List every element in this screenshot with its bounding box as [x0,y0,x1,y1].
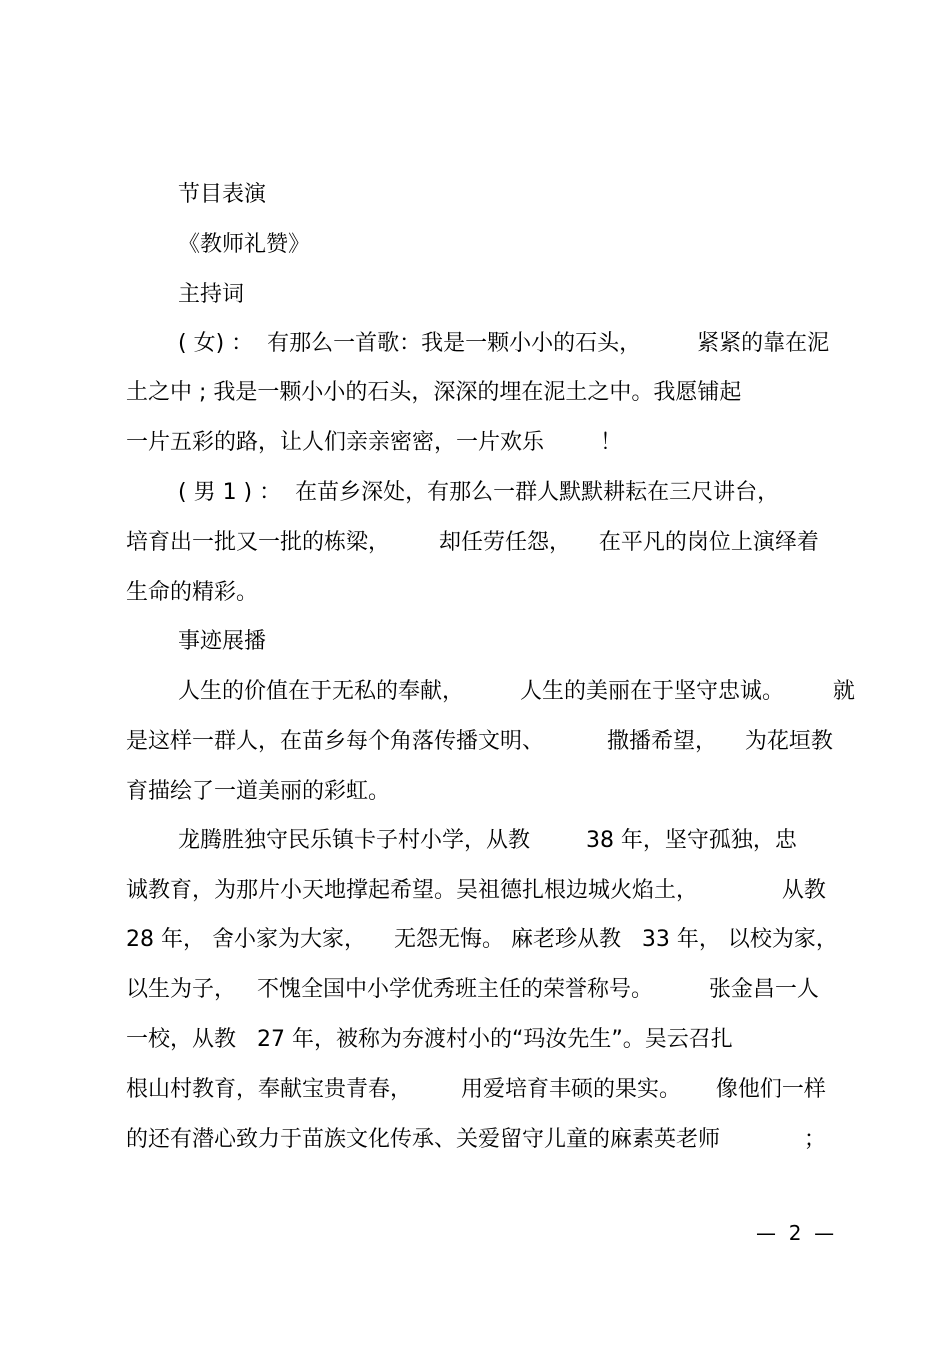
paragraph-line: 一校，从教 27 年，被称为夯渡村小的“玛汝先生”。吴云召扎 [126,1027,733,1052]
section-heading-performance: 节目表演 [178,182,267,207]
paragraph-line: 的还有潜心致力于苗族文化传承、关爱留守儿童的麻素英老师 ； [126,1127,826,1152]
paragraph-line: 龙腾胜独守民乐镇卡子村小学，从教 38 年，坚守孤独，忠 [178,828,797,853]
paragraph-line: 28 年， 舍小家为大家， 无怨无悔。 麻老珍从教 33 年， 以校为家， [126,927,838,952]
paragraph-line: ( 男 1 ) ： 在苗乡深处，有那么一群人默默耕耘在三尺讲台， [178,480,780,505]
paragraph-line: 诚教育，为那片小天地撑起希望。吴祖德扎根边城火焰土， 从教 [126,878,826,903]
section-heading-deeds: 事迹展播 [178,629,267,654]
paragraph-line: 生命的精彩。 [126,580,259,605]
program-title: 《教师礼赞》 [178,232,311,257]
paragraph-line: 人生的价值在于无私的奉献， 人生的美丽在于坚守忠诚。 就 [178,679,855,704]
paragraph-line: 土之中 ; 我是一颗小小的石头，深深的埋在泥土之中。我愿铺起 [126,380,742,405]
paragraph-line: 以生为子， 不愧全国中小学优秀班主任的荣誉称号。 张金昌一人 [126,977,819,1002]
paragraph-line: 培育出一批又一批的栋梁， 却任劳任怨， 在平凡的岗位上演绎着 [126,530,819,555]
paragraph-line: 根山村教育，奉献宝贵青春， 用爱培育丰硕的果实。 像他们一样 [126,1077,826,1102]
paragraph-line: 一片五彩的路，让人们亲亲密密，一片欢乐 ！ [126,430,622,455]
page-number: — 2 — [756,1221,835,1245]
paragraph-line: 育描绘了一道美丽的彩虹。 [126,779,391,804]
paragraph-line: 是这样一群人，在苗乡每个角落传播文明、 撒播希望， 为花垣教 [126,729,833,754]
paragraph-line: ( 女) ： 有那么一首歌：我是一颗小小的石头， 紧紧的靠在泥 [178,331,830,356]
section-heading-host-script: 主持词 [178,282,245,307]
